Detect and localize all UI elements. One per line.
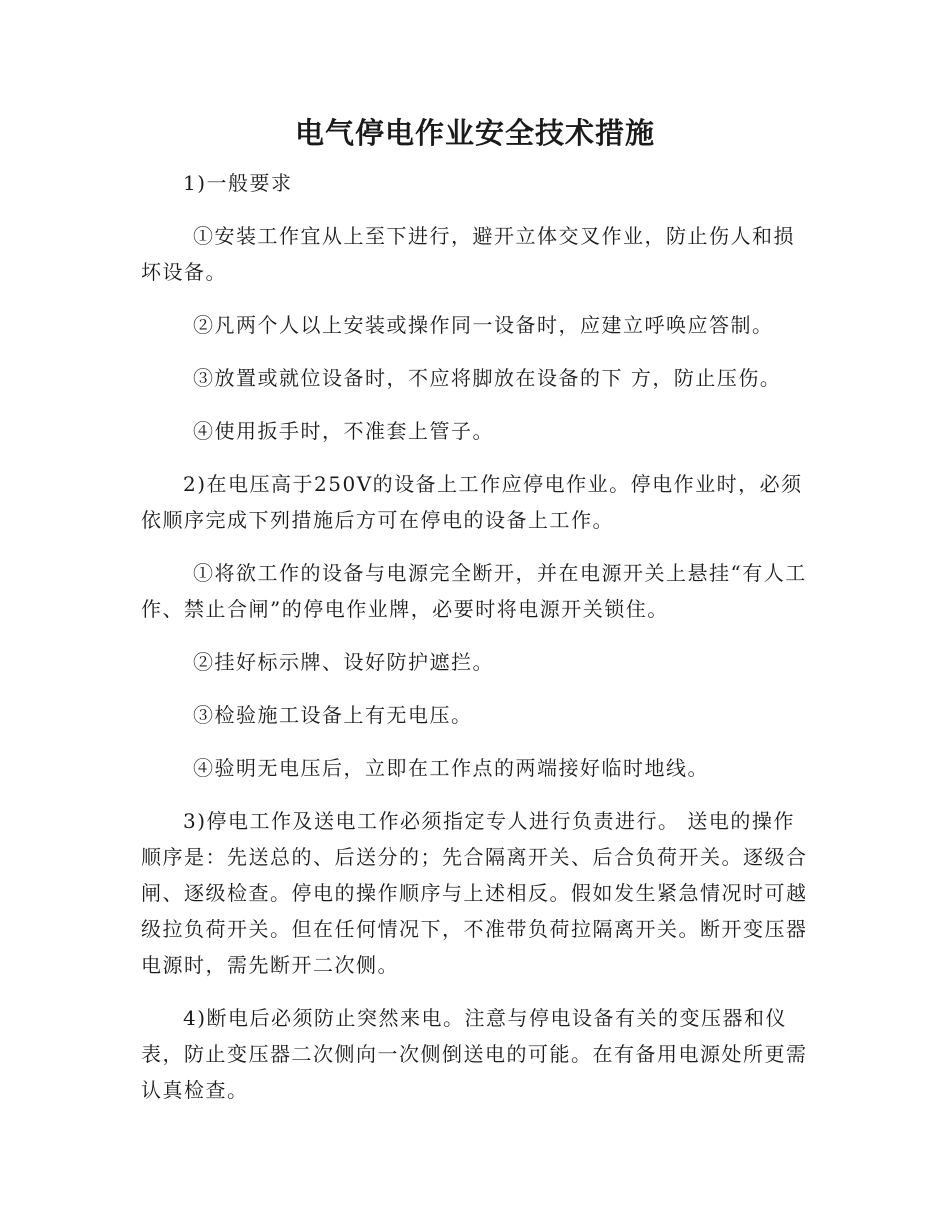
paragraph-item-1: ①安装工作宜从上至下进行，避开立体交叉作业，防止伤人和损坏设备。: [141, 224, 795, 284]
document-title: 电气停电作业安全技术措施: [294, 116, 655, 150]
paragraph-general-requirements: 1)一般要求: [183, 171, 293, 195]
paragraph-section-4: 4)断电后必须防止突然来电。注意与停电设备有关的变压器和仪表，防止变压器二次侧向一次侧倒送电的可能。在有备用电源处所更需认真检查。: [141, 1006, 808, 1102]
paragraph-section-2: 2)在电压高于250V的设备上工作应停电作业。停电作业时，必须依顺序完成下列措施后方可在停电的设备上工作。: [141, 472, 803, 532]
paragraph-section-2-item-3: ③检验施工设备上有无电压。: [193, 703, 473, 727]
paragraph-section-3: 3)停电工作及送电工作必须指定专人进行负责进行。 送电的操作顺序是：先送总的、后送分的；先合隔离开关、后合负荷开关。逐级合闸、逐级检查。停电的操作顺序与上述相反。假如发生紧急情况时可越级拉负荷开关。但在任何情况下，不准带负荷拉隔离开关。断开变压器电源时，需先断开二次侧。: [141, 809, 808, 977]
document-body: [141, 165, 811, 1125]
paragraph-section-2-item-4: ④验明无电压后，立即在工作点的两端接好临时地线。: [193, 756, 709, 780]
paragraph-section-2-item-1: ①将欲工作的设备与电源完全断开，并在电源开关上悬挂“有人工作、禁止合闸”的停电作业牌，必要时将电源开关锁住。: [141, 561, 807, 621]
paragraph-section-2-item-2: ②挂好标示牌、设好防护遮拦。: [193, 650, 494, 674]
paragraph-item-4: ④使用扳手时，不准套上管子。: [193, 419, 494, 443]
paragraph-item-3: ③放置或就位设备时，不应将脚放在设备的下 方，防止压伤。: [193, 366, 782, 390]
paragraph-item-2: ②凡两个人以上安装或操作同一设备时，应建立呼唤应答制。: [193, 313, 774, 337]
